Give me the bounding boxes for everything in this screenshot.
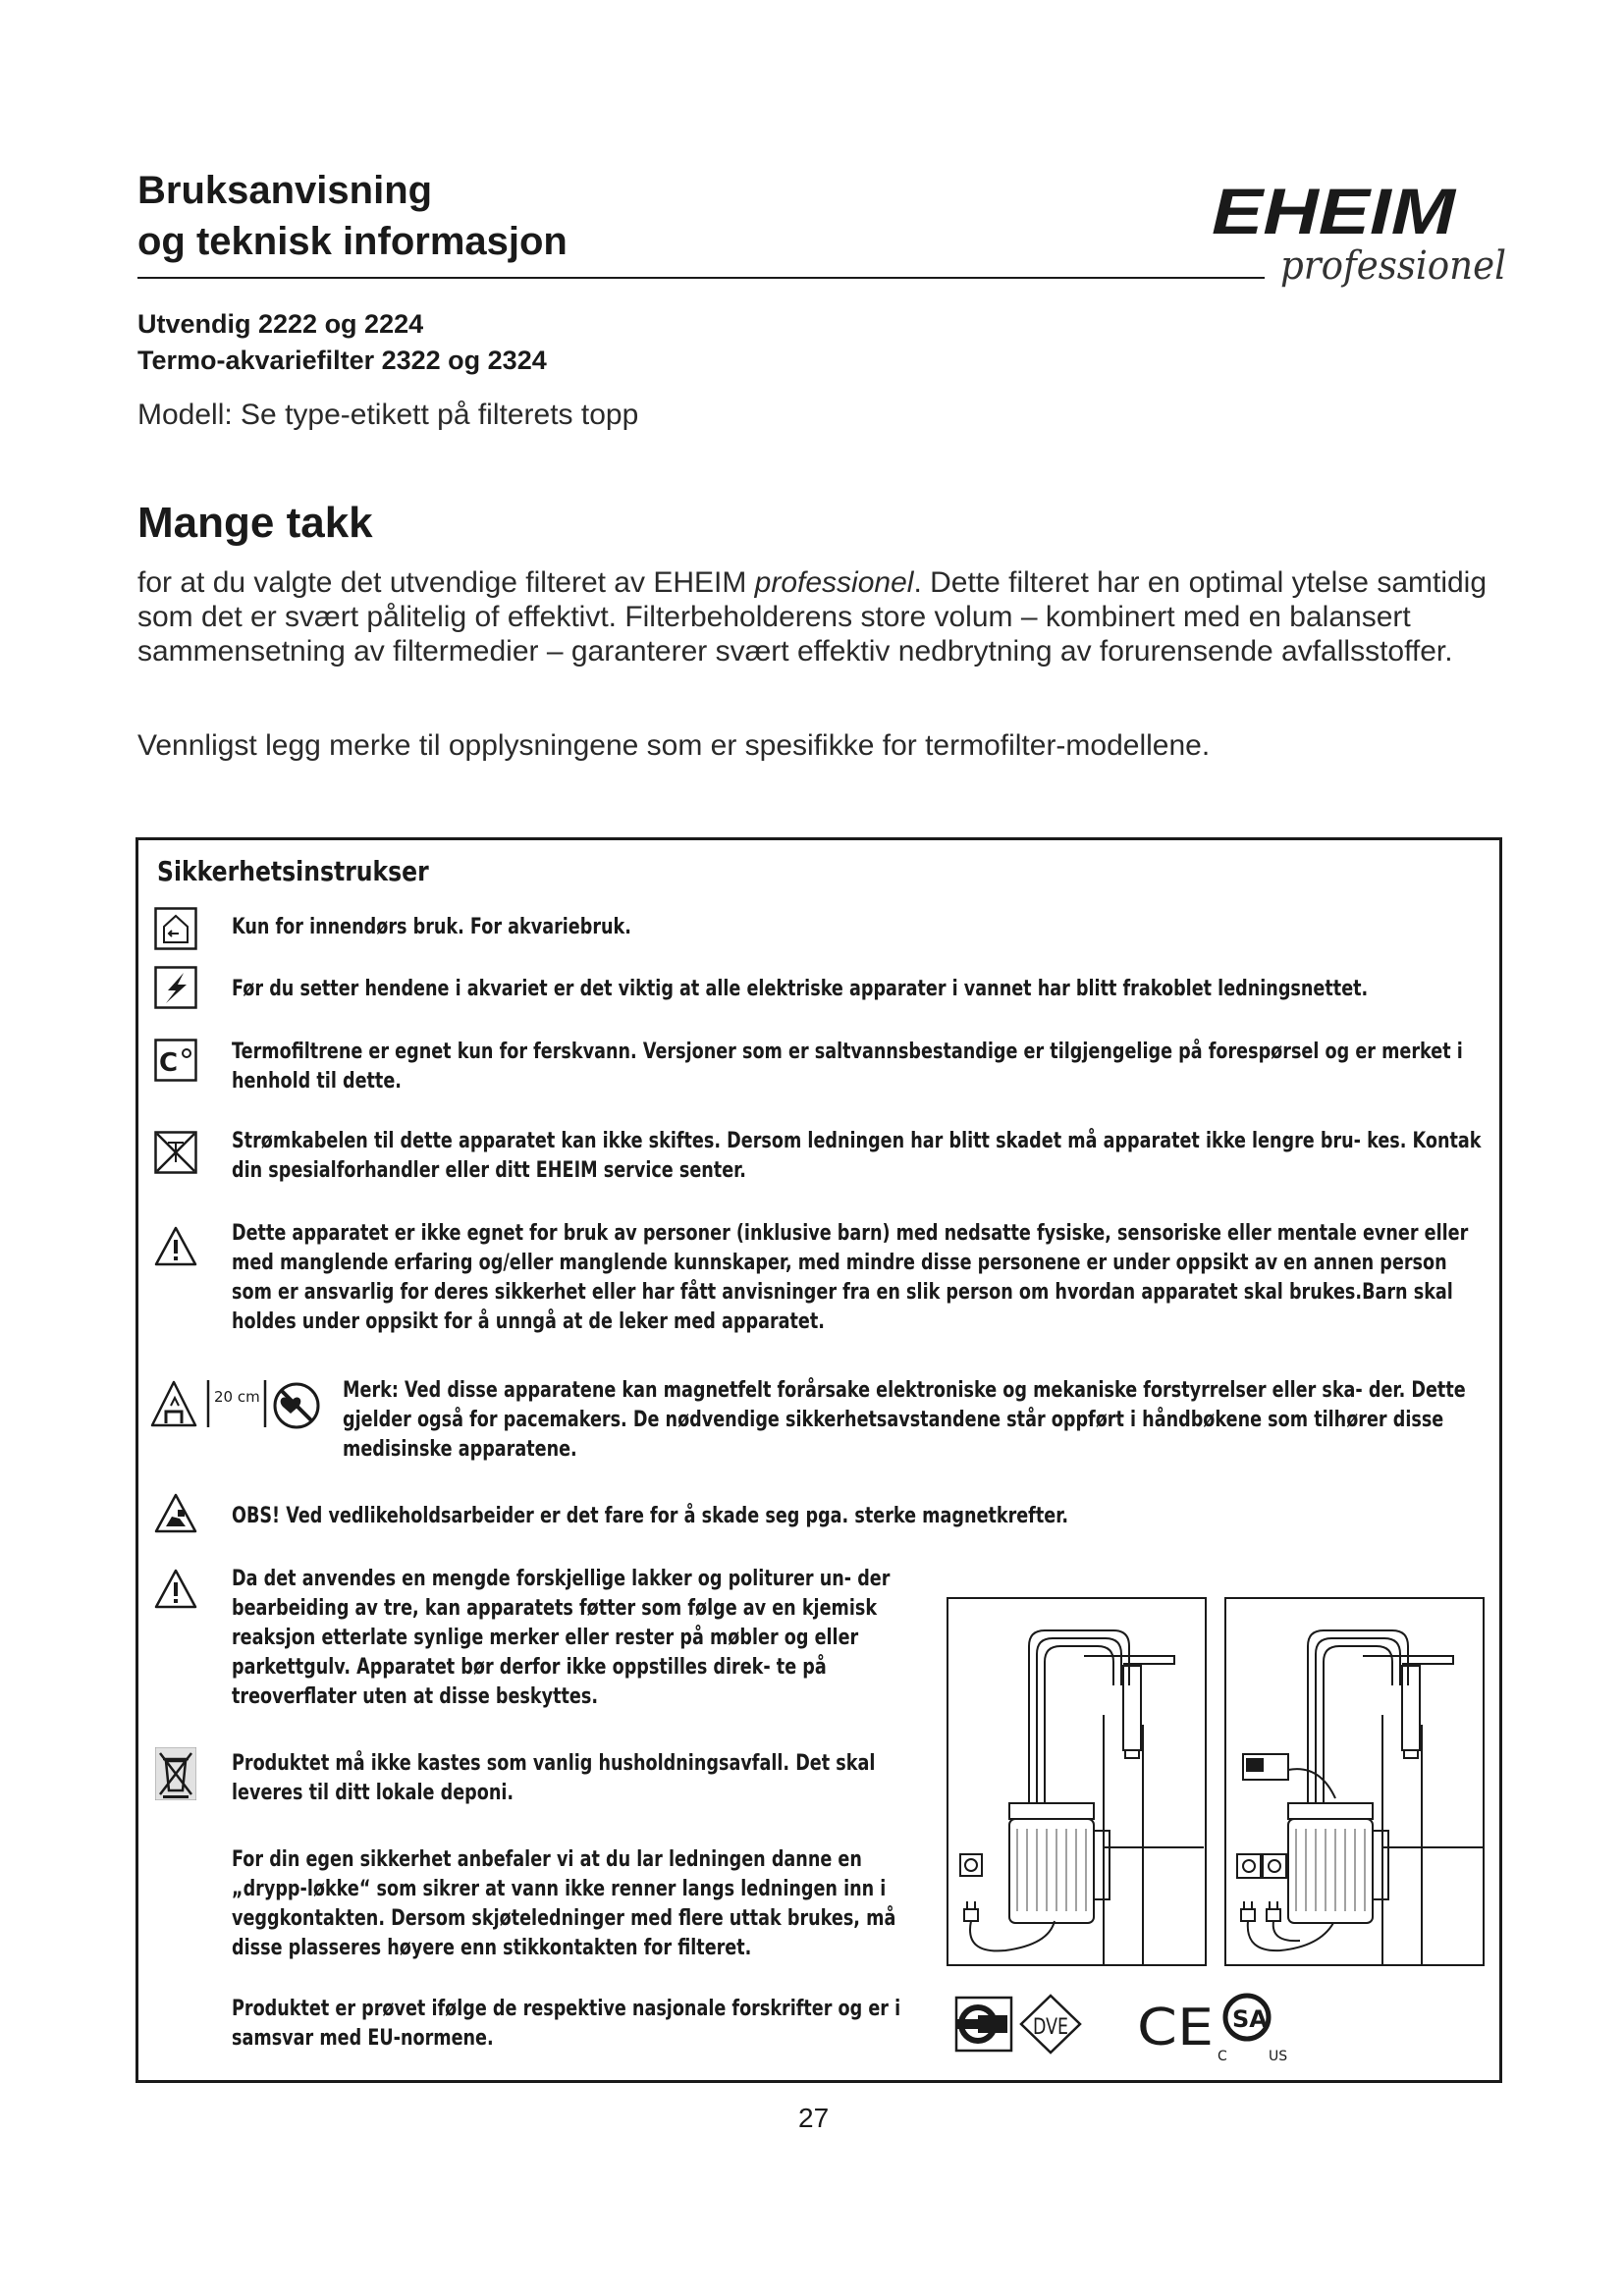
certification-marks <box>952 1986 1326 2062</box>
magnet-warning-icon <box>149 1376 330 1433</box>
safety-text-pacemaker: Merk: Ved disse apparatene kan magnetfelt forårsake elektroniske og mekaniske forstyrrelser eller ska- der. Dette gjelder også for pacemakers. De nødvendige sikkerhetsavstandene står oppført i håndbøkene som tilhører disse medisinske apparatene. <box>343 1378 1466 1462</box>
indoor-house-icon <box>154 907 197 950</box>
safety-text-cable: Strømkabelen til dette apparatet kan ikke skiftes. Dersom ledningen har blitt skadet må apparatet ikke lengre bru- kes. Kontak din spesialforhandler eller ditt EHEIM service senter. <box>232 1129 1482 1183</box>
eheim-logo <box>1190 173 1514 293</box>
warning-icon <box>154 1225 197 1268</box>
safety-text-freshwater: Termofiltrene er egnet kun for ferskvann. Versjoner som er saltvannsbestandige er tilgjengelige på forespørsel og er merket i henhold til dette. <box>232 1040 1463 1094</box>
csa-c: C <box>1218 2049 1227 2062</box>
subtitle-line-1: Utvendig 2222 og 2224 <box>137 309 424 339</box>
title-line-2: og teknisk informasjon <box>137 220 568 263</box>
safety-text-wood-surface: Da det anvendes en mengde forskjellige lakker og politurer un- der bearbeiding av tre, kan apparatets føtter som følge av en kjemisk reaksjon etterlate synlige merker eller rester på møbler og eller parkettgulv. Apparatet bør derfor ikke oppstilles direk- te på treoverflater uten at disse beskyttes. <box>232 1567 891 1709</box>
crossed-bin-icon <box>155 1747 196 1800</box>
title-line-1: Bruksanvisning <box>137 169 433 212</box>
drip-loop-diagram <box>947 1597 1485 1966</box>
dve-mark: DVE <box>1033 2015 1068 2040</box>
intro-text-b: . Dette filteret har en optimal ytelse samtidig som det er svært pålitelig of effektivt. Filterbeholderens store volum – kombinert med en balansert sammensetning av filtermedier – garanterer svært effektiv nedbrytning av forurensende avfallsstoffer. <box>137 566 1488 667</box>
csa-mark: SA <box>1232 2005 1268 2033</box>
safety-text-drip-loop: For din egen sikkerhet anbefaler vi at du lar ledningen danne en „drypp-løkke“ som sikrer at vann ikke renner langs ledningen inn i veggkontakten. Dersom skjøteledninger med flere uttak brukes, må disse plasseres høyere enn stikkontakten for filteret. <box>232 1847 896 1960</box>
product-subtitle <box>137 306 547 379</box>
header-rule <box>137 277 1265 279</box>
intro-brand: professionel <box>754 566 914 599</box>
intro-text-a: for at du valgte det utvendige filteret av EHEIM <box>137 566 755 599</box>
model-note: Modell: Se type-etikett på filterets topp <box>137 399 639 431</box>
termofilter-note: Vennligst legg merke til opplysningene som er spesifikke for termofilter-modellene. <box>137 729 1211 762</box>
logo-brand: EHEIM <box>1212 175 1458 247</box>
diagram-panel-left <box>947 1598 1206 1965</box>
safety-text-unplug: Før du setter hendene i akvariet er det viktig at alle elektriske apparater i vannet har blitt frakoblet ledningsnettet. <box>232 977 1369 1001</box>
safety-text-eu-norms: Produktet er prøvet ifølge de respektive nasjonale forskrifter og er i samsvar med EU-normene. <box>232 1997 901 2051</box>
warning-icon <box>154 1568 197 1611</box>
dve-mark-icon <box>1021 1996 1080 2053</box>
subtitle-line-2: Termo-akvariefilter 2322 og 2324 <box>137 346 547 375</box>
ce-mark: CE <box>1137 1999 1214 2057</box>
magnet-distance: 20 cm <box>214 1388 260 1406</box>
safety-text-disposal: Produktet må ikke kastes som vanlig husholdningsavfall. Det skal leveres til ditt lokale deponi. <box>232 1751 876 1805</box>
logo-tag: professionel <box>1280 243 1506 289</box>
page-number: 27 <box>798 2103 830 2133</box>
lightning-icon <box>154 966 197 1009</box>
svg-text:C: C <box>159 1048 179 1078</box>
gs-mark-icon <box>956 1998 1011 2051</box>
intro-paragraph <box>137 565 1492 668</box>
csa-us: US <box>1269 2049 1288 2062</box>
safety-text-indoor: Kun for innendørs bruk. For akvariebruk. <box>232 915 631 939</box>
safety-text-magnet-force: OBS! Ved vedlikeholdsarbeider er det fare for å skade seg pga. sterke magnetkrefter. <box>232 1504 1069 1528</box>
safety-text-persons: Dette apparatet er ikke egnet for bruk av personer (inklusive barn) med nedsatte fysiske, sensoriske eller mentale evner eller med manglende erfaring og/eller manglende kunnskaper, med mindre disse personene er under oppsikt av en annen person som er ansvarlig for deres sikkerhet eller har fått anvisninger fra en slik person om hvordan apparatet skal brukes.Barn skal holdes under oppsikt for å unngå at de leker med apparatet. <box>232 1221 1469 1334</box>
diagram-panel-right <box>1225 1598 1484 1965</box>
csa-mark-icon <box>1218 1996 1287 2062</box>
thanks-heading: Mange takk <box>137 499 373 547</box>
celsius-icon <box>154 1039 197 1082</box>
safety-title: Sikkerhetsinstrukser <box>157 855 429 887</box>
page-title <box>137 165 568 267</box>
hand-warning-icon <box>154 1492 197 1535</box>
no-cable-replace-icon <box>154 1131 197 1174</box>
